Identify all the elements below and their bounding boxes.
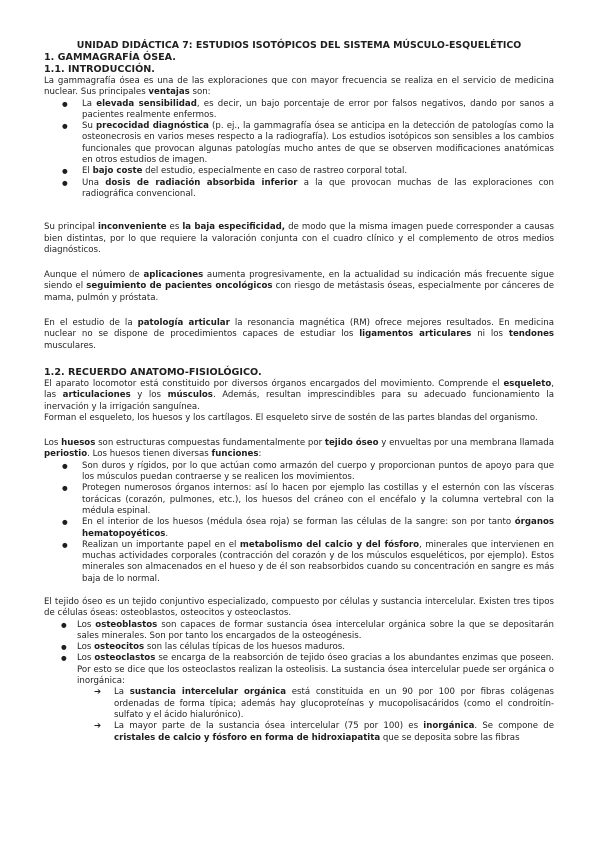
section-heading-introduccion: 1.1. INTRODUCCIÓN. bbox=[44, 64, 155, 75]
esqueleto-paragraph: Forman el esqueleto, los huesos y los cartílagos. El esqueleto sirve de sostén de las partes blandas del organismo. bbox=[44, 412, 538, 423]
list-item: ● En el interior de los huesos (médula ósea roja) se forman las células de la sangre: son por tanto órganos hematopoyéticos. bbox=[44, 517, 554, 540]
sustancia-list bbox=[44, 687, 554, 743]
list-item: ● Los osteoblastos son capaces de formar sustancia ósea intercelular orgánica sobre la que se depositarán sales minerales. Son por tanto los encargados de la osteogénesis. bbox=[44, 620, 554, 643]
list-item: ➔ La sustancia intercelular orgánica está constituida en un 90 por 100 por fibras colágenas ordenadas de forma típica; además hay glucoproteínas y mucopolisacáridos (como el condroitín-sulfato y el ácido hialurónico). bbox=[44, 687, 554, 721]
list-item: ● Los osteoclastos se encarga de la reabsorción de tejido óseo gracias a los abundantes enzimas que poseen. Por esto se dice que los osteoclastos realizan la osteolisis. La sustancia ósea intercelular puede ser orgánica o inorgánica: ➔ La sustancia intercelular orgánica está constituida en un 90 por 100 por fibras colágenas ordenadas de forma típica; además hay glucoproteínas y mucopolisacáridos (como el condroitín-sulfato y el ácido hialurónico). ➔ La mayor parte de la sustancia ósea intercelular (75 por 100) es inorgánica. Se compone de cristales de calcio y fósforo en forma de hidroxiapatita que se deposita sobre las fibras bbox=[44, 653, 554, 743]
list-item: ● Protegen numerosos órganos internos: así lo hacen por ejemplo las costillas y el esternón con las vísceras torácicas (corazón, pulmones, etc.), los huesos del cráneo con el encéfalo y la columna vertebral con la médula espinal. bbox=[44, 483, 554, 517]
list-item: ➔ La mayor parte de la sustancia ósea intercelular (75 por 100) es inorgánica. Se compone de cristales de calcio y fósforo en forma de hidroxiapatita que se deposita sobre las fibras bbox=[44, 721, 554, 744]
celulas-list bbox=[44, 620, 554, 744]
list-item: ● Realizan un importante papel en el metabolismo del calcio y del fósforo, minerales que intervienen en muchas actividades corporales (contracción del corazón y de los músculos esqueléticos, por ejemplo). Estos minerales son almacenados en el hueso y de él son reabsorbidos cuando su concentración en sangre es más baja de lo normal. bbox=[44, 540, 554, 585]
ventajas-list bbox=[44, 99, 554, 201]
intro-paragraph: La gammagrafía ósea es una de las exploraciones que con mayor frecuencia se realiza en el servicio de medicina nuclear. Sus principales ventajas son: bbox=[44, 76, 554, 98]
document-title: UNIDAD DIDÁCTICA 7: ESTUDIOS ISOTÓPICOS DEL SISTEMA MÚSCULO-ESQUELÉTICO bbox=[76, 40, 522, 51]
list-item: ● La elevada sensibilidad, es decir, un bajo porcentaje de error por falsos negativos, dando por sanos a pacientes realmente enfermos. bbox=[44, 99, 554, 122]
inconveniente-paragraph: Su principal inconveniente es la baja especificidad, de modo que la misma imagen puede corresponder a causas bien distintas, por lo que requiere la valoración conjunta con el cuadro clínico y el complemento de otros medios diagnósticos. bbox=[44, 222, 554, 255]
list-item: ● Son duros y rígidos, por lo que actúan como armazón del cuerpo y proporcionan puntos de apoyo para que los músculos puedan contraerse y se realicen los movimientos. bbox=[44, 461, 554, 484]
section-heading-gammagrafia: 1. GAMMAGRAFÍA ÓSEA. bbox=[44, 52, 176, 63]
list-item: ● El bajo coste del estudio, especialmente en caso de rastreo corporal total. bbox=[44, 166, 554, 177]
huesos-paragraph: Los huesos son estructuras compuestas fundamentalmente por tejido óseo y envueltas por una membrana llamada periostio. Los huesos tienen diversas funciones: bbox=[44, 438, 554, 460]
patologia-paragraph: En el estudio de la patología articular la resonancia magnética (RM) ofrece mejores resultados. En medicina nuclear no se dispone de procedimientos capaces de estudiar los ligamentos articulares ni los tendones musculares. bbox=[44, 318, 555, 351]
funciones-list bbox=[44, 461, 554, 585]
list-item: ● Su precocidad diagnóstica (p. ej., la gammagrafía ósea se anticipa en la detección de patologías como la osteonecrosis en varios meses respecto a la radiografía). Los estudios isotópicos son sensibles a los cambios funcionales que provocan algunas patologías mucho antes de que se observen modificaciones anatómicas en otros estudios de imagen. bbox=[44, 121, 554, 166]
list-item: ● Los osteocitos son las células típicas de los huesos maduros. bbox=[44, 642, 554, 653]
locomotor-paragraph: El aparato locomotor está constituido por diversos órganos encargados del movimiento. Comprende el esqueleto, las articulaciones y los músculos. Además, resultan imprescindibles para su adecuado funcionamiento la inervación y la irrigación sanguínea. bbox=[44, 378, 555, 412]
aplicaciones-paragraph: Aunque el número de aplicaciones aumenta progresivamente, en la actualidad su indicación más frecuente sigue siendo el seguimiento de pacientes oncológicos con riesgo de metástasis óseas, especialmente por cánceres de mama, pulmón y próstata. bbox=[44, 270, 555, 303]
tejido-paragraph: El tejido óseo es un tejido conjuntivo especializado, compuesto por células y sustancia intercelular. Existen tres tipos de células óseas: osteoblastos, osteocitos y osteoclastos. bbox=[44, 596, 554, 619]
list-item: ● Una dosis de radiación absorbida inferior a la que provocan muchas de las exploraciones con radiográfica convencional. bbox=[44, 178, 554, 201]
section-heading-recuerdo: 1.2. RECUERDO ANATOMO-FISIOLÓGICO. bbox=[44, 366, 262, 378]
